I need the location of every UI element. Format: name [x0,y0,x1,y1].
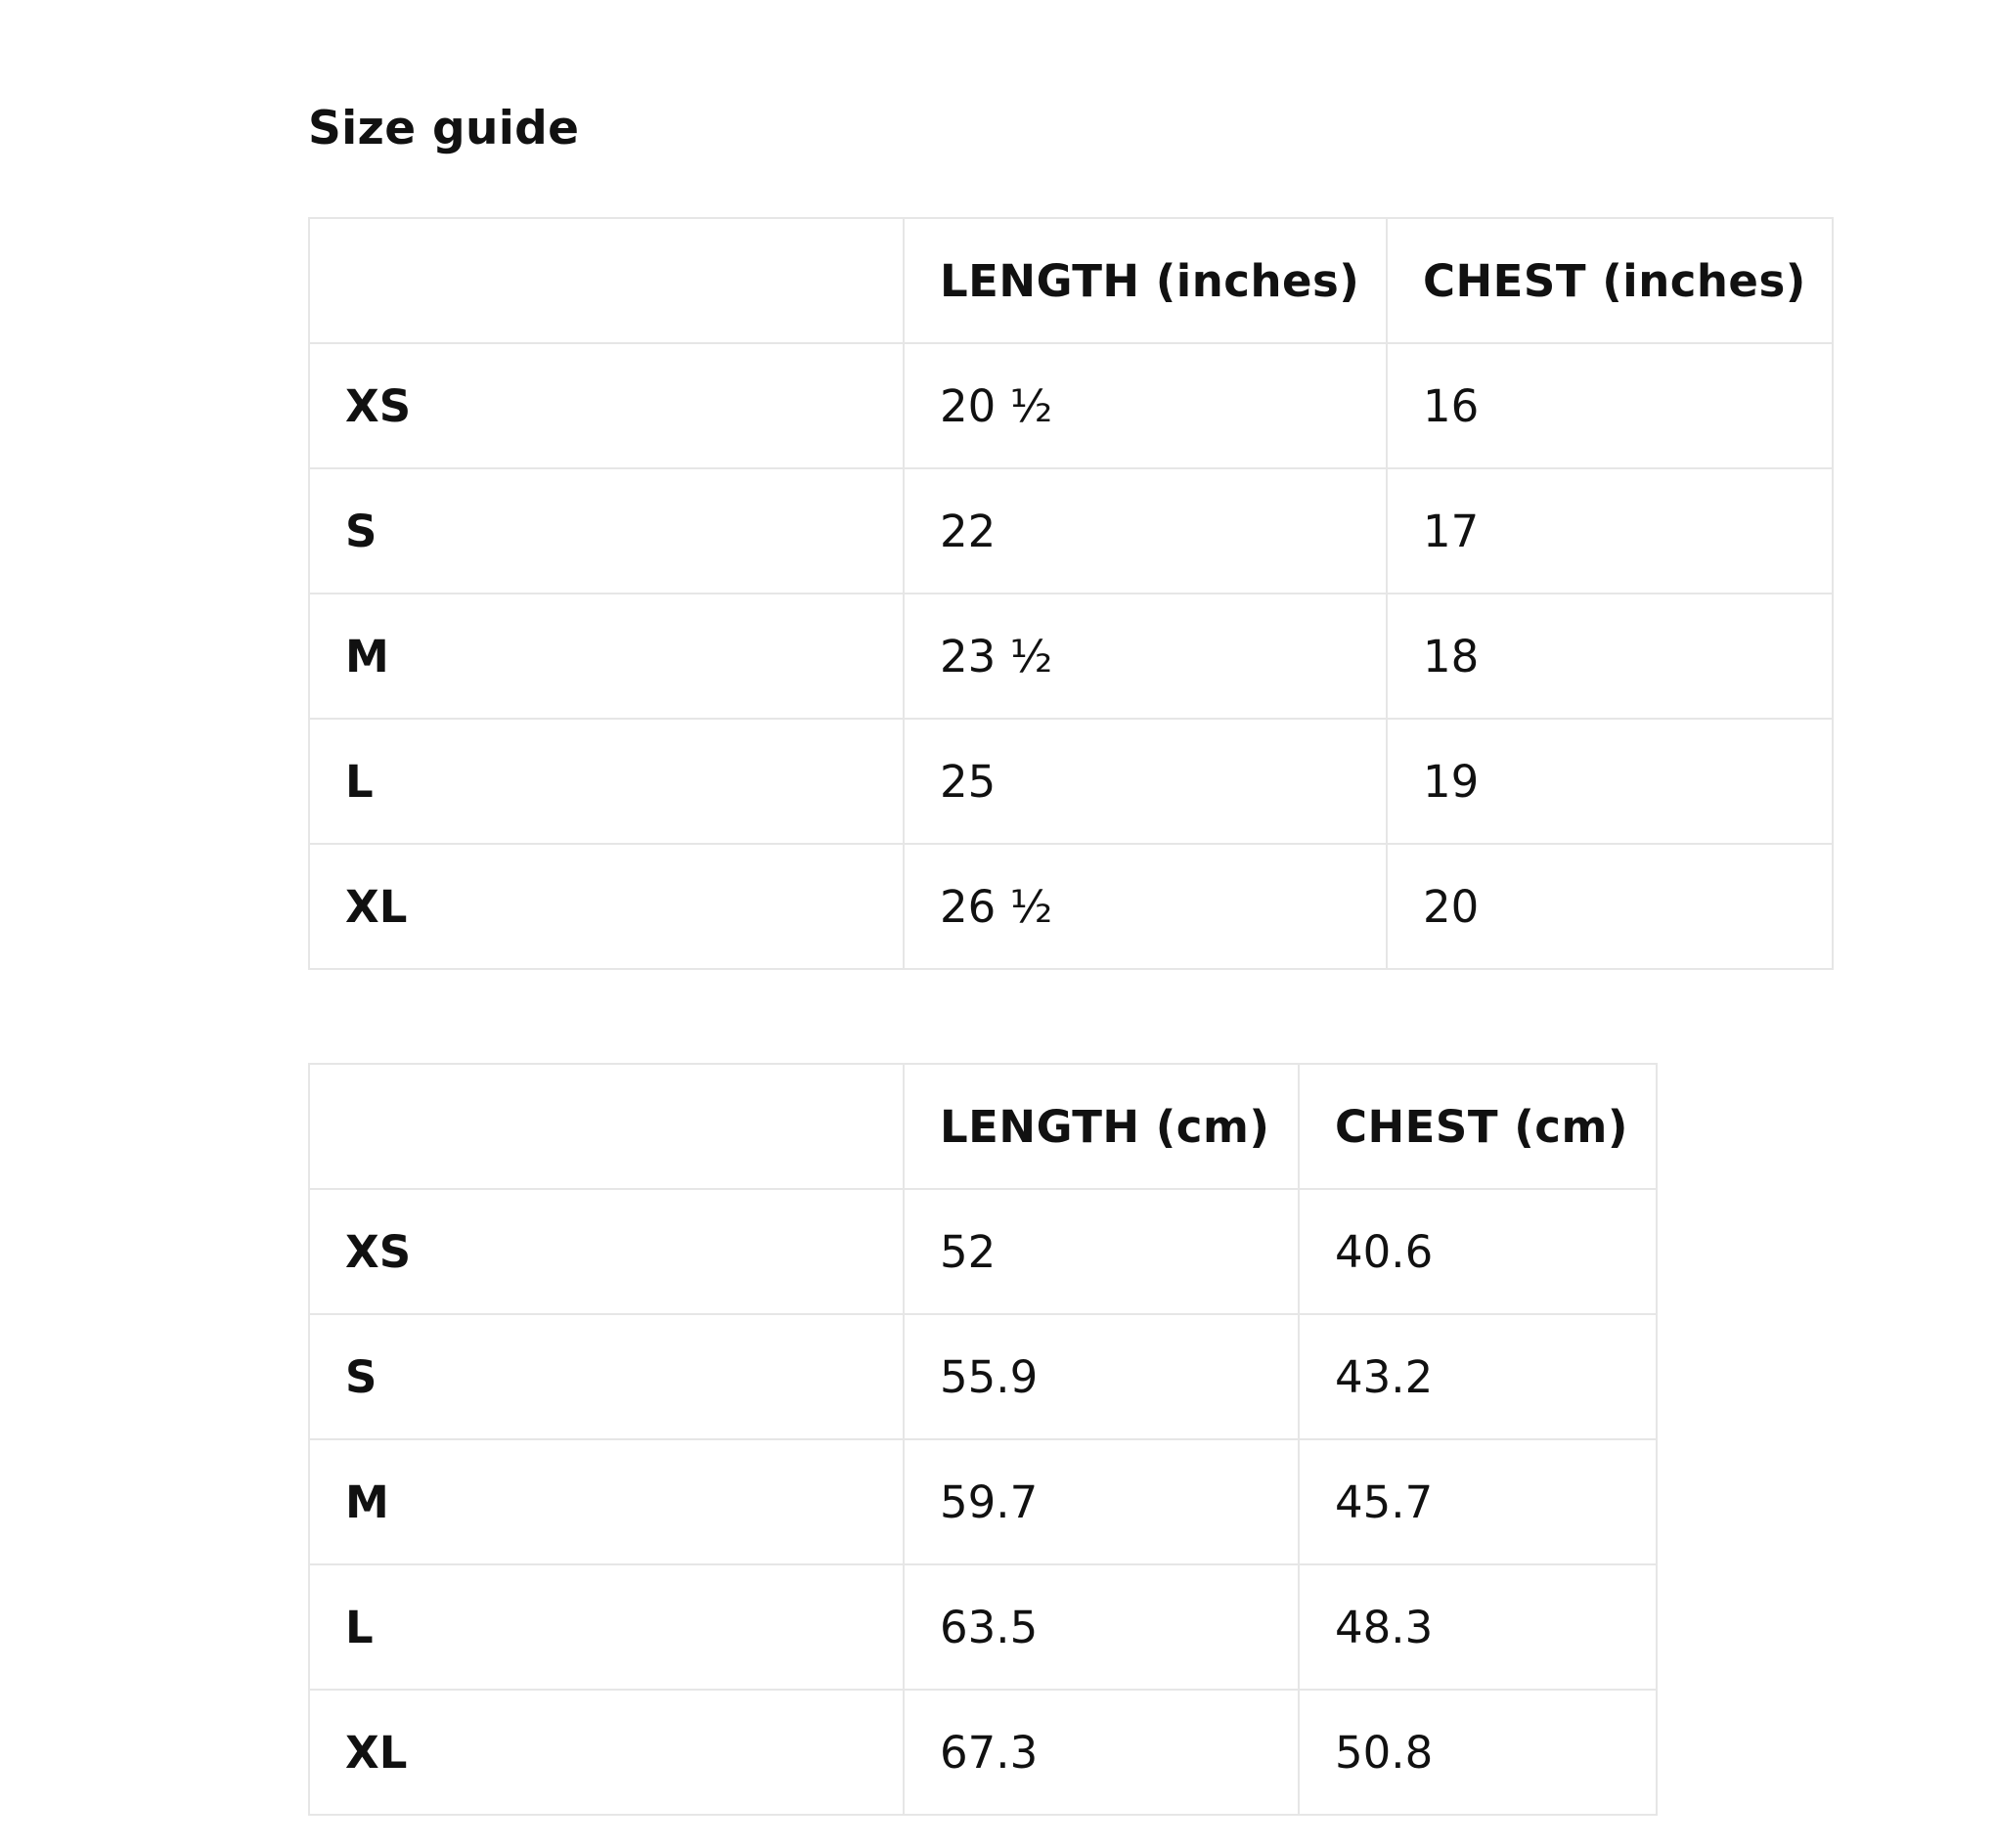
size-table-cm [308,1063,1658,1816]
chest-value: 48.3 [1299,1564,1657,1690]
length-value: 67.3 [904,1690,1299,1815]
chest-value: 40.6 [1299,1189,1657,1314]
table-row [309,844,1833,969]
table-row [309,343,1833,468]
size-label: XL [309,844,904,969]
size-label: S [309,1314,904,1439]
table-row [309,594,1833,719]
header-cell-chest: CHEST (inches) [1387,218,1833,343]
chest-value: 17 [1387,468,1833,594]
header-cell-length: LENGTH (cm) [904,1064,1299,1189]
header-cell-size [309,218,904,343]
length-value: 26 ½ [904,844,1387,969]
header-cell-size [309,1064,904,1189]
size-label: M [309,594,904,719]
table-row [309,1439,1657,1564]
length-value: 59.7 [904,1439,1299,1564]
length-value: 20 ½ [904,343,1387,468]
length-value: 52 [904,1189,1299,1314]
table-row [309,1690,1657,1815]
chest-value: 50.8 [1299,1690,1657,1815]
table-row [309,1314,1657,1439]
chest-value: 43.2 [1299,1314,1657,1439]
table-header-row [309,1064,1657,1189]
size-label: XS [309,1189,904,1314]
size-label: XS [309,343,904,468]
length-value: 55.9 [904,1314,1299,1439]
size-label: XL [309,1690,904,1815]
table-header-row [309,218,1833,343]
table-row [309,468,1833,594]
size-label: S [309,468,904,594]
length-value: 23 ½ [904,594,1387,719]
size-label: M [309,1439,904,1564]
table-row [309,719,1833,844]
length-value: 25 [904,719,1387,844]
table-row [309,1189,1657,1314]
chest-value: 45.7 [1299,1439,1657,1564]
chest-value: 18 [1387,594,1833,719]
table-row [309,1564,1657,1690]
length-value: 63.5 [904,1564,1299,1690]
chest-value: 20 [1387,844,1833,969]
chest-value: 16 [1387,343,1833,468]
size-label: L [309,719,904,844]
page-title: Size guide [308,102,580,155]
length-value: 22 [904,468,1387,594]
size-label: L [309,1564,904,1690]
header-cell-length: LENGTH (inches) [904,218,1387,343]
chest-value: 19 [1387,719,1833,844]
header-cell-chest: CHEST (cm) [1299,1064,1657,1189]
size-table-inches [308,217,1834,970]
